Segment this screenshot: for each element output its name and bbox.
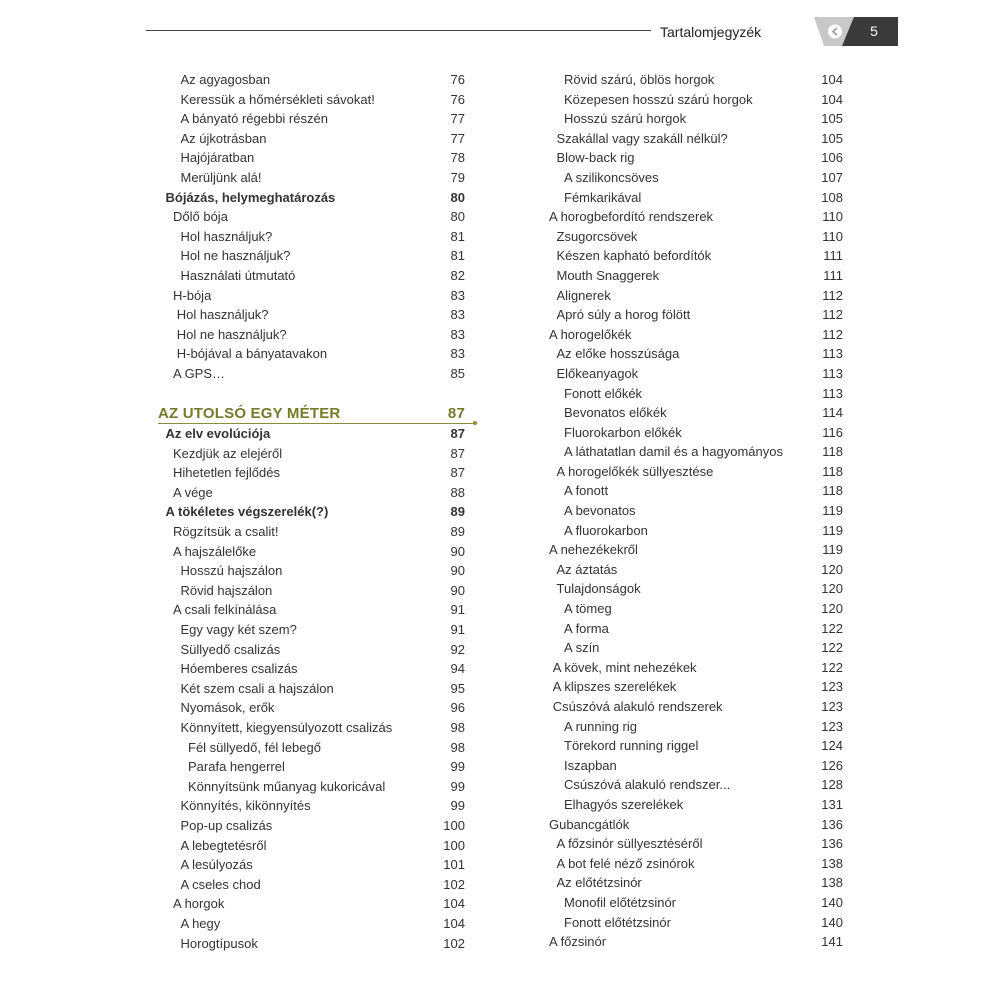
toc-entry-page: 113 (822, 365, 843, 381)
toc-entry-title: Pop-up csalizás (180, 817, 273, 833)
toc-entry-page: 76 (450, 91, 465, 107)
toc-entry-title: A klipszes szerelékek (552, 679, 677, 695)
toc-entry-page: 98 (450, 720, 465, 735)
toc-entry-title: Hosszú hajszálon (180, 563, 283, 579)
toc-entry-title: Az agyagosban (180, 72, 271, 87)
toc-entry-page: 101 (443, 857, 465, 873)
toc-entry-page: 91 (450, 602, 465, 618)
toc-entry[interactable] (158, 620, 465, 640)
toc-entry-title: Készen kapható befordítók (556, 248, 712, 264)
toc-entry-page: 131 (821, 796, 843, 812)
toc-entry-title: A GPS… (173, 365, 226, 381)
toc-entry-page: 105 (821, 111, 843, 127)
toc-entry[interactable] (158, 246, 465, 266)
toc-entry-page: 95 (450, 680, 465, 696)
toc-entry[interactable] (549, 775, 843, 795)
toc-entry-title: AZ UTOLSÓ EGY MÉTER (158, 405, 341, 423)
toc-entry-title: Az előtétzsinór (556, 875, 642, 891)
toc-entry[interactable] (158, 855, 465, 875)
toc-entry-title: Tulajdonságok (556, 581, 641, 597)
toc-entry-page: 138 (821, 855, 843, 871)
toc-entry-title: Csúszóvá alakuló rendszerek (552, 699, 723, 714)
toc-entry-page: 96 (450, 700, 465, 716)
toc-entry-page: 122 (821, 640, 843, 656)
toc-entry-title: Apró súly a horog fölött (556, 307, 691, 323)
toc-entry[interactable] (549, 109, 843, 129)
toc-entry-title: Rövid hajszálon (180, 582, 273, 598)
toc-entry-page: 102 (443, 876, 465, 892)
toc-entry-title: A tökéletes végszerelék(?) (165, 504, 329, 520)
toc-entry-title: A főzsinór (549, 934, 607, 950)
toc-entry-page: 89 (450, 524, 465, 540)
toc-entry-title: A horogelőkék süllyesztése (556, 463, 714, 479)
toc-entry-title: A bányató régebbi részén (180, 111, 328, 127)
toc-entry-page: 138 (821, 875, 843, 891)
toc-entry-title: Hol ne használjuk? (180, 248, 291, 264)
toc-entry-title: A szín (564, 640, 600, 656)
toc-entry-page: 91 (450, 622, 465, 638)
toc-entry[interactable] (549, 384, 843, 404)
toc-entry[interactable] (158, 718, 465, 738)
toc-entry-page: 87 (447, 405, 465, 423)
toc-entry[interactable] (158, 816, 465, 836)
toc-entry-page: 104 (443, 896, 465, 912)
toc-entry-page: 123 (821, 679, 843, 695)
toc-entry-page: 102 (443, 935, 465, 951)
toc-entry-page: 87 (450, 465, 465, 481)
toc-entry-page: 120 (821, 561, 843, 577)
toc-entry[interactable] (158, 640, 465, 660)
toc-entry[interactable] (549, 736, 843, 756)
toc-entry-title: Kezdjük az elejéről (173, 445, 283, 461)
toc-entry-page: 87 (450, 445, 465, 461)
toc-entry-title: Gubancgátlók (549, 816, 630, 832)
toc-entry[interactable] (158, 129, 465, 149)
toc-entry[interactable] (549, 521, 843, 541)
toc-entry-title: Hol ne használjuk? (176, 326, 287, 342)
toc-entry-page: 140 (821, 894, 843, 910)
toc-entry-title: A vége (173, 484, 213, 500)
toc-entry[interactable] (549, 913, 843, 933)
toc-entry-title: A fonott (564, 483, 609, 499)
toc-entry-page: 81 (450, 248, 465, 264)
toc-entry-title: A bot felé néző zsinórok (556, 855, 695, 871)
toc-entry-page: 77 (450, 111, 465, 127)
toc-entry[interactable] (549, 129, 843, 149)
toc-entry[interactable] (158, 207, 465, 227)
header-rule (146, 30, 651, 31)
toc-entry-title: Az újkotrásban (180, 130, 267, 146)
toc-entry-title: Fémkarikával (564, 189, 642, 205)
toc-entry-page: 107 (821, 169, 843, 185)
toc-entry[interactable] (158, 70, 465, 90)
toc-entry-page: 79 (450, 169, 465, 185)
toc-entry[interactable] (158, 914, 465, 934)
toc-entry[interactable] (549, 246, 843, 266)
toc-entry-title: Alignerek (556, 287, 611, 303)
toc-entry[interactable] (549, 325, 843, 345)
toc-entry-title: Könnyítés, kikönnyítés (180, 798, 311, 814)
toc-entry[interactable] (158, 659, 465, 679)
toc-entry-title: Hol használjuk? (180, 228, 273, 244)
toc-entry[interactable] (158, 483, 465, 503)
toc-entry-title: Fonott előkék (564, 385, 643, 401)
toc-entry[interactable] (158, 738, 465, 758)
toc-entry-title: Fél süllyedő, fél lebegő (188, 739, 321, 755)
toc-entry-title: A láthatatlan damil és a hagyományos (564, 444, 783, 460)
toc-entry-page: 90 (450, 543, 465, 559)
toc-entry-page: 119 (822, 503, 843, 519)
toc-entry-page: 99 (450, 778, 465, 794)
toc-entry-title: Hol használjuk? (176, 307, 269, 323)
toc-entry[interactable] (549, 619, 843, 639)
toc-entry-title: Bójázás, helymeghatározás (165, 189, 336, 205)
toc-entry[interactable] (549, 932, 843, 952)
toc-entry-title: A hegy (180, 915, 221, 931)
toc-entry-title: Nyomások, erők (180, 700, 275, 716)
toc-entry-page: 104 (443, 915, 465, 931)
toc-entry-page: 112 (822, 326, 843, 342)
toc-entry-page: 110 (822, 209, 843, 225)
toc-entry-title: Csúszóvá alakuló rendszer... (564, 777, 731, 793)
toc-entry-title: Parafa hengerrel (188, 759, 285, 775)
toc-entry[interactable] (158, 463, 465, 483)
toc-entry-page: 111 (823, 248, 843, 264)
header-title: Tartalomjegyzék (660, 24, 762, 40)
toc-entry-page: 119 (822, 522, 843, 538)
toc-entry[interactable] (158, 581, 465, 601)
toc-entry-page: 82 (450, 267, 465, 283)
toc-entry-page: 116 (822, 424, 843, 440)
toc-entry-title: Az elv evolúciója (165, 426, 271, 442)
toc-entry-page: 80 (450, 209, 465, 225)
toc-entry-title: A horogbefordító rendszerek (549, 209, 714, 225)
toc-entry[interactable] (158, 757, 465, 777)
toc-entry-page: 136 (821, 836, 843, 852)
toc-entry-title: A nehezékekről (549, 542, 638, 558)
toc-entry[interactable] (158, 444, 465, 464)
toc-entry-page: 87 (450, 426, 465, 442)
toc-entry-page: 110 (822, 228, 843, 244)
toc-entry-title: Hajójáratban (180, 150, 255, 166)
toc-entry-title: Hihetetlen fejlődés (173, 465, 280, 481)
toc-entry-page: 104 (821, 72, 843, 87)
chevron-left-icon (828, 25, 842, 39)
toc-entry-page: 78 (450, 150, 465, 166)
toc-entry[interactable] (549, 540, 843, 560)
toc-entry[interactable] (549, 364, 843, 384)
toc-entry-title: Könnyítsünk műanyag kukoricával (188, 778, 386, 794)
toc-entry-title: Iszapban (564, 757, 617, 773)
toc-entry-page: 85 (450, 365, 465, 381)
toc-entry[interactable] (158, 286, 465, 306)
toc-entry-page: 136 (821, 816, 843, 832)
toc-entry-title: Bevonatos előkék (564, 405, 667, 421)
toc-entry[interactable] (549, 266, 843, 286)
toc-entry[interactable] (158, 679, 465, 699)
toc-entry[interactable] (549, 90, 843, 110)
toc-entry[interactable] (549, 462, 843, 482)
toc-entry[interactable] (549, 501, 843, 521)
toc-entry-page: 83 (450, 307, 465, 323)
toc-entry[interactable] (158, 934, 465, 954)
toc-entry-page: 124 (821, 738, 843, 754)
toc-entry-page: 113 (822, 385, 843, 401)
toc-entry-title: Rögzítsük a csalit! (173, 524, 279, 540)
toc-entry-title: Az előke hosszúsága (556, 346, 680, 362)
toc-entry-page: 141 (821, 934, 843, 950)
page-number: 5 (870, 23, 878, 39)
toc-entry-page: 89 (450, 504, 465, 520)
toc-entry[interactable] (158, 364, 465, 384)
toc-entry-page: 123 (821, 718, 843, 734)
toc-entry[interactable] (158, 502, 465, 522)
toc-entry-title: Keressük a hőmérsékleti sávokat! (180, 91, 375, 107)
toc-entry[interactable] (549, 560, 843, 580)
toc-entry-title: A hajszálelőke (173, 543, 257, 559)
toc-entry[interactable] (158, 188, 465, 208)
toc-entry-page: 76 (450, 72, 465, 87)
toc-entry-page: 119 (822, 542, 843, 558)
toc-entry-page: 90 (450, 563, 465, 579)
toc-entry-title: Rövid szárú, öblös horgok (564, 72, 715, 87)
toc-entry-title: H-bójával a bányatavakon (176, 346, 328, 362)
toc-entry-title: Előkeanyagok (556, 365, 639, 381)
toc-entry-page: 99 (450, 798, 465, 814)
toc-entry-title: A cseles chod (180, 876, 261, 892)
toc-entry-page: 83 (450, 346, 465, 362)
toc-entry[interactable] (549, 148, 843, 168)
toc-entry[interactable] (158, 109, 465, 129)
toc-entry-page: 100 (443, 837, 465, 853)
toc-entry[interactable] (549, 677, 843, 697)
toc-entry[interactable] (158, 522, 465, 542)
toc-entry[interactable] (549, 168, 843, 188)
toc-entry-title: Merüljünk alá! (180, 169, 262, 185)
toc-entry[interactable] (549, 305, 843, 325)
toc-entry-title: Monofil előtétzsinór (564, 894, 676, 910)
toc-entry[interactable] (549, 227, 843, 247)
toc-entry-page: 77 (450, 130, 465, 146)
toc-entry[interactable] (549, 344, 843, 364)
toc-entry[interactable] (158, 542, 465, 562)
toc-entry[interactable] (549, 795, 843, 815)
toc-entry-page: 92 (450, 641, 465, 657)
toc-entry[interactable] (549, 599, 843, 619)
toc-entry-page: 120 (821, 581, 843, 597)
toc-entry-page: 80 (450, 189, 465, 205)
toc-entry-page: 100 (443, 817, 465, 833)
toc-entry-page: 105 (821, 130, 843, 146)
toc-entry[interactable] (158, 305, 465, 325)
toc-entry-title: A fluorokarbon (564, 522, 648, 538)
toc-entry-title: Dőlő bója (173, 209, 228, 225)
toc-entry[interactable] (549, 815, 843, 835)
toc-entry-page: 128 (821, 777, 843, 793)
toc-entry[interactable] (158, 266, 465, 286)
toc-entry[interactable] (158, 90, 465, 110)
toc-entry-page: 106 (821, 150, 843, 166)
toc-entry-title: Fonott előtétzsinór (564, 914, 671, 930)
toc-entry[interactable] (549, 638, 843, 658)
toc-entry-page: 99 (450, 759, 465, 775)
toc-entry-title: H-bója (173, 287, 212, 303)
toc-entry-page: 122 (821, 620, 843, 636)
toc-entry[interactable] (158, 836, 465, 856)
toc-entry[interactable] (549, 717, 843, 737)
toc-entry[interactable] (158, 227, 465, 247)
toc-entry[interactable] (549, 697, 843, 717)
toc-entry[interactable] (549, 442, 843, 462)
toc-entry-page: 120 (821, 601, 843, 617)
toc-left-column (158, 70, 465, 953)
toc-entry-title: Elhagyós szerelékek (564, 796, 684, 812)
toc-entry-page: 81 (450, 228, 465, 244)
toc-entry-page: 104 (821, 91, 843, 107)
toc-entry-title: Horogtípusok (180, 935, 258, 951)
toc-entry-title: Mouth Snaggerek (556, 267, 660, 283)
toc-entry-title: Zsugorcsövek (556, 228, 638, 244)
toc-entry-title: Fluorokarbon előkék (564, 424, 682, 440)
toc-entry-title: Két szem csali a hajszálon (180, 680, 334, 696)
toc-entry[interactable] (158, 600, 465, 620)
toc-entry[interactable] (549, 481, 843, 501)
toc-entry-page: 83 (450, 326, 465, 342)
toc-entry[interactable] (158, 894, 465, 914)
toc-entry-title: A forma (564, 620, 609, 636)
toc-entry-title: A kövek, mint nehezékek (552, 659, 697, 675)
toc-section-heading[interactable] (158, 403, 465, 423)
toc-right-column (549, 70, 843, 952)
toc-entry[interactable] (158, 148, 465, 168)
toc-entry-title: Használati útmutató (180, 267, 296, 283)
toc-entry[interactable] (158, 875, 465, 895)
toc-entry-title: Könnyített, kiegyensúlyozott csalizás (180, 720, 393, 735)
toc-entry-page: 88 (450, 484, 465, 500)
toc-entry-title: Süllyedő csalizás (180, 641, 281, 657)
toc-entry-title: Hóemberes csalizás (180, 661, 298, 677)
toc-entry-title: Blow-back rig (556, 150, 635, 166)
toc-entry[interactable] (158, 344, 465, 364)
toc-entry[interactable] (549, 70, 843, 90)
toc-entry-title: A bevonatos (564, 503, 636, 519)
toc-entry[interactable] (549, 854, 843, 874)
toc-entry-title: A horogelőkék (549, 326, 632, 342)
toc-entry-page: 112 (822, 287, 843, 303)
toc-entry-title: Közepesen hosszú szárú horgok (564, 91, 753, 107)
toc-entry-title: Törekord running riggel (564, 738, 699, 754)
toc-entry-page: 118 (822, 444, 843, 460)
toc-entry-page: 123 (821, 699, 843, 714)
toc-entry[interactable] (549, 658, 843, 678)
toc-entry-page: 98 (450, 739, 465, 755)
toc-entry-title: A csali felkínálása (173, 602, 277, 618)
toc-entry[interactable] (158, 796, 465, 816)
toc-entry-page: 118 (822, 463, 843, 479)
toc-entry-page: 140 (821, 914, 843, 930)
toc-entry-title: Az áztatás (556, 561, 618, 577)
toc-entry[interactable] (549, 873, 843, 893)
toc-entry-title: Egy vagy két szem? (180, 622, 297, 638)
toc-entry[interactable] (549, 579, 843, 599)
toc-entry-title: A lesúlyozás (180, 857, 253, 873)
toc-entry[interactable] (158, 698, 465, 718)
toc-spacer (158, 384, 465, 404)
toc-entry[interactable] (158, 777, 465, 797)
toc-entry-page: 111 (823, 267, 843, 283)
toc-entry-title: Hosszú szárú horgok (564, 111, 687, 127)
toc-entry-title: A szilikoncsöves (564, 169, 659, 185)
toc-entry-page: 83 (450, 287, 465, 303)
toc-entry[interactable] (549, 188, 843, 208)
toc-entry[interactable] (549, 423, 843, 443)
toc-entry-page: 94 (450, 661, 465, 677)
toc-entry[interactable] (158, 424, 465, 444)
toc-entry-page: 114 (822, 405, 843, 421)
toc-entry[interactable] (549, 286, 843, 306)
toc-entry-title: A lebegtetésről (180, 837, 267, 853)
toc-entry-title: A tömeg (564, 601, 612, 617)
toc-entry-title: Szakállal vagy szakáll nélkül? (556, 130, 728, 146)
toc-entry-page: 122 (821, 659, 843, 675)
toc-entry[interactable] (549, 756, 843, 776)
toc-entry-title: A főzsinór süllyesztéséről (556, 836, 703, 852)
toc-entry-page: 113 (822, 346, 843, 362)
toc-entry-page: 126 (821, 757, 843, 773)
toc-entry[interactable] (158, 325, 465, 345)
toc-entry[interactable] (158, 561, 465, 581)
toc-entry-title: A running rig (564, 718, 637, 734)
toc-entry-page: 118 (822, 483, 843, 499)
toc-entry-title: A horgok (173, 896, 225, 912)
toc-entry-page: 112 (822, 307, 843, 323)
toc-entry[interactable] (549, 834, 843, 854)
toc-entry[interactable] (549, 207, 843, 227)
toc-entry-page: 108 (821, 189, 843, 205)
toc-entry[interactable] (549, 403, 843, 423)
toc-entry[interactable] (549, 893, 843, 913)
toc-entry-page: 90 (450, 582, 465, 598)
toc-entry[interactable] (158, 168, 465, 188)
